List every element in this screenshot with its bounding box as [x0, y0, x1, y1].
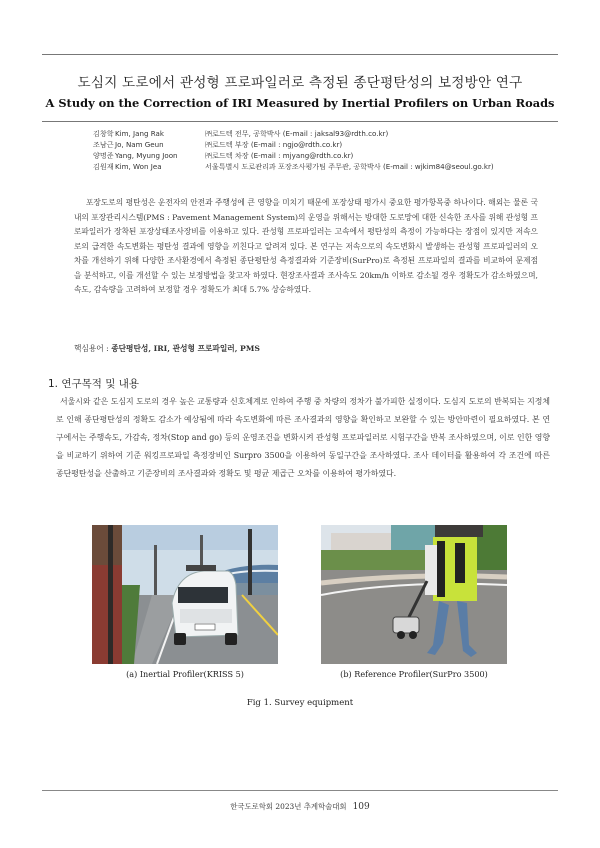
abstract-paragraph: 포장도로의 평탄성은 운전자의 안전과 주행성에 큰 영향을 미치기 때문에 포장상태 평가시 중요한 평가항목중 하나이다. 해외는 물론 국내의 포장관리시스템(PMS : Pavement Management System)의 운영을 위해서는 방대한 도로망에 대한 신속한 조사를 위해 관성형 프로파일러가 장착된 포장상태조사장비를 이용하고 있다. 관성형 프로파일러는 고속에서 평탄성의 측정이 가능하다는 장점이 있지만 저속으로의 급격한 속도변화는 평탄성 결과에 영향을 끼친다고 알려져 있다. 본 연구는 저속으로의 속도변화시 발생하는 관성형 프로파일러의 오차를 개선하기 위해 다양한 조사환경에서 측정된 종단평탄성 측정결과와 기준장비(SurPro)로 측정된 프로파일의 결과를 비교하여 문제점을 분석하고, 이를 개선할 수 있는 보정방법을 찾고자 하였다. 현장조사결과 조사속도 20km/h 이하로 감소될 경우 정확도가 감소하였으며, 속도, 감속량을 고려하여 보정할 경우 정확도가 최대 5.7% 상승하였다. — [74, 198, 538, 294]
section-body: 서울시와 같은 도심지 도로의 경우 높은 교통량과 신호체계로 인하여 주행 중 차량의 정차가 불가피한 실정이다. 도심지 도로의 반복되는 지정체로 인해 종단평탄성의 정확도 감소가 예상됨에 따라 속도변화에 따른 조사결과의 영향을 확인하고 보완할 수 있는 방안마련이 필요하였다. 본 연구에서는 주행속도, 가감속, 정차(Stop and go) 등의 운영조건을 변화시켜 관성형 프로파일러로 시험구간을 반복 조사하였으며, 이로 인한 영향을 비교하기 위하여 기준 워킹프로파일 측정장비인 Surpro 3500을 이용하여 동일구간을 조사하였다. 조사 데이터를 활용하여 각 조건에 따른 종단평탄성을 산출하고 기준장비의 조사결과와 정확도 및 평균 제곱근 오차를 이용하여 평가하였다. — [56, 397, 550, 478]
author-name-ko: 조남근 — [93, 140, 114, 149]
paper-title-korean: 도심지 도로에서 관성형 프로파일러로 측정된 종단평탄성의 보정방안 연구 — [77, 75, 523, 91]
author-name-ko: 양명준 — [93, 151, 114, 160]
section-heading: 1. 연구목적 및 내용 — [48, 378, 140, 390]
author-name-ko: 김창학 — [93, 129, 114, 138]
figure-caption: Fig 1. Survey equipment — [246, 698, 354, 708]
author-affiliation: ㈜로드텍 부장 (E-mail : ngjo@rdth.co.kr) — [205, 140, 343, 149]
page-number: 109 — [352, 802, 370, 812]
author-affiliation: ㈜로드텍 전무, 공학박사 (E-mail : jaksal93@rdth.co.kr) — [205, 129, 389, 138]
inertial-profiler-photo — [92, 525, 278, 664]
author-affiliation: ㈜로드텍 차장 (E-mail : mjyang@rdth.co.kr) — [205, 151, 354, 160]
keywords — [74, 343, 260, 354]
figure-caption-a: (a) Inertial Profiler(KRISS 5) — [126, 669, 244, 679]
title-block — [42, 54, 558, 122]
figure-caption-b: (b) Reference Profiler(SurPro 3500) — [340, 669, 488, 679]
page-footer — [0, 801, 600, 812]
author-name-en: Yang, Myung Joon — [115, 151, 178, 160]
author-name-en: Jo, Nam Geun — [115, 140, 164, 149]
paper-title-english: A Study on the Correction of IRI Measured by Inertial Profilers on Urban Roads — [45, 96, 555, 110]
footer-divider — [42, 790, 558, 791]
reference-profiler-photo — [321, 525, 507, 664]
keywords-label: 핵심용어 : — [74, 344, 109, 353]
keywords-items: 종단평탄성, IRI, 관성형 프로파일러, PMS — [111, 344, 260, 353]
author-name-ko: 김원재 — [93, 162, 114, 171]
conference-name: 한국도로학회 2023년 추계학술대회 — [230, 802, 347, 811]
author-name-en: Kim, Jang Rak — [115, 129, 164, 138]
author-name-en: Kim, Won Jea — [115, 162, 162, 171]
author-affiliation: 서울특별시 도로관리과 포장조사평가팀 주무관, 공학박사 (E-mail : wjkim84@seoul.go.kr) — [205, 162, 494, 171]
